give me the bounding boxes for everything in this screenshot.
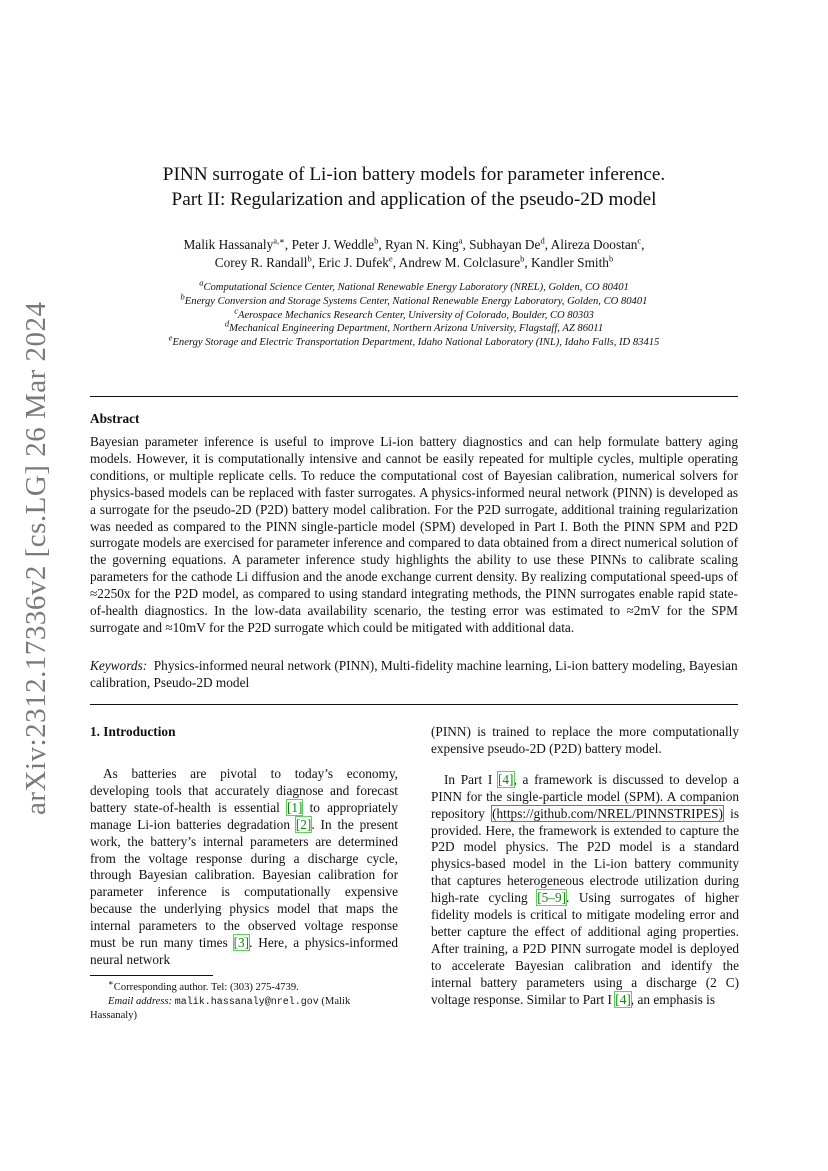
footnote-text: Corresponding author. Tel: (303) 275-4739. [113, 982, 299, 993]
author-name: Alireza Doostan [550, 237, 638, 252]
author-name: Ryan N. King [385, 237, 459, 252]
footnote-mark: ∗ [108, 977, 114, 988]
title-line-2: Part II: Regularization and application of the pseudo-2D model [171, 189, 657, 210]
affiliation-text: Energy Conversion and Storage Systems Center, National Renewable Energy Laboratory, Golden, CO 80401 [184, 295, 648, 307]
authors-line-1: Malik Hassanaly$^{a,∗}$, Peter J. Weddle$^b$, Ryan N. King$^a$, Subhayan De$^d$, Alireza Doostan$^c$, [183, 235, 645, 252]
keywords-label: Keywords: [90, 658, 148, 673]
citation-link[interactable]: [3] [233, 935, 250, 951]
email-tail: (Malik Hassanaly) [90, 995, 351, 1022]
author-affiliation-mark: c [637, 235, 642, 246]
abstract-body: Bayesian parameter inference is useful to improve Li-ion battery diagnostics and can help formulate battery aging models. However, it is computationally intensive and cannot be easily repeated for multiple cycles, multiple operating conditions, or multiple replicate cells. To reduce the computational cost of Bayesian calibration, numerical solvers for physics-based models can be replaced with faster surrogates. A physics-informed neural network (PINN) is developed as a surrogate for the pseudo-2D (P2D) battery model calibration. For the P2D surrogate, additional training regularization was needed as compared to the PINN single-particle model (SPM) developed in Part I. Both the PINN SPM and P2D surrogate models are exercised for parameter inference and compared to data obtained from a direct numerical solution of the governing equations. A parameter inference study highlights the ability to use these PINNs to calibrate scaling parameters for the cathode Li diffusion and the anode exchange current density. By realizing computational speed-ups of ≈2250x for the P2D model, as compared to using standard integrating methods, the PINN surrogates enable rapid state-of-health diagnostics. In the low-data availability scenario, the testing error was estimated to ≈2mV for the SPM surrogate and ≈10mV for the P2D surrogate which could be mitigated with additional data. [90, 434, 738, 635]
author-affiliation-mark: b [307, 253, 312, 264]
affiliation-line [90, 332, 738, 350]
author-name: Eric J. Dufek [318, 255, 389, 270]
citation-link[interactable]: [4] [615, 991, 631, 1007]
abstract-heading: Abstract [90, 411, 140, 426]
paper-title [90, 162, 738, 212]
arxiv-identifier: arXiv:2312.17336v2 [cs.LG] 26 Mar 2024 [20, 301, 52, 815]
citation-link[interactable]: [1] [286, 799, 303, 815]
author-affiliation-mark: d [540, 235, 545, 246]
intro-right-paragraph-2: In Part I [4], a framework is discussed to develop a PINN for the single-particle model (SPM). A companion repository (https://github.com/NREL/PINNSTRIPES) is provided. Here, the framework is extended to capture the P2D model physics. The P2D model is a standard physics-based model in the Li-ion battery community that captures heterogeneous electrode utilization during high-rate cycling [5–9]. Using surrogates of higher fidelity models is critical to mitigate modeling error and better capture the effect of additional aging properties. After training, a P2D PINN surrogate model is deployed to accelerate Bayesian calibration and identify the internal battery parameters using a discharge (2 C) voltage response. Similar to Part I [4], an emphasis is [431, 771, 740, 1007]
author-affiliation-mark: b [374, 235, 379, 246]
author-name: Andrew M. Colclasure [398, 255, 521, 270]
affiliation-line [90, 305, 738, 323]
affiliation-mark: c [234, 305, 238, 316]
affiliation-line [90, 277, 738, 295]
intro-right-column [431, 724, 739, 1009]
citation-link[interactable]: [4] [497, 771, 514, 787]
keywords-text: Physics-informed neural network (PINN), Multi-fidelity machine learning, Li-ion battery modeling, Bayesian calibration, Pseudo-2D model [90, 658, 738, 690]
section-heading-introduction: 1. Introduction [90, 724, 176, 739]
author-list [90, 236, 738, 272]
intro-left-column: As batteries are pivotal to today’s economy, developing tools that accurately diagnose and forecast battery state-of-health is essential [1] to appropriately manage Li-ion batteries degradation [2]. In the present work, the battery’s internal parameters are determined from the voltage response during a discharge cycle, through Bayesian calibration. Bayesian calibration for parameter inference is computationally expensive because the underlying physics model that maps the internal parameters to the observed voltage response must be run many times [3]. Here, a physics-informed neural network [90, 766, 398, 967]
footnote [90, 977, 398, 1023]
citation-link[interactable]: [2] [295, 816, 312, 832]
affiliation-mark: a [199, 277, 204, 288]
authors-line-2: Corey R. Randall$^b$, Eric J. Dufek$^e$, Andrew M. Colclasure$^b$, Kandler Smith$^b$ [214, 253, 614, 270]
citation-link[interactable]: [5–9] [537, 890, 567, 906]
affiliation-line [90, 318, 738, 336]
author-name: Peter J. Weddle [291, 237, 375, 252]
affiliations [90, 277, 738, 350]
email-address[interactable]: malik.hassanaly@nrel.gov [174, 996, 319, 1008]
email-label: Email address: [108, 995, 173, 1007]
affiliation-text: Computational Science Center, National Renewable Energy Laboratory (NREL), Golden, CO 80401 [203, 282, 629, 293]
keywords [90, 658, 738, 692]
affiliation-mark: d [224, 318, 230, 329]
author-affiliation-mark: e [388, 253, 393, 264]
author-name: Malik Hassanaly [183, 237, 274, 252]
affiliation-line [90, 291, 738, 309]
footnote-rule [90, 975, 213, 976]
author-affiliation-mark: b [608, 253, 614, 264]
affiliation-text: Aerospace Mechanics Research Center, University of Colorado, Boulder, CO 80303 [237, 309, 594, 321]
top-rule [90, 396, 738, 397]
repository-link[interactable]: (https://github.com/NREL/PINNSTRIPES) [492, 805, 723, 821]
affiliation-text: Mechanical Engineering Department, Northern Arizona University, Flagstaff, AZ 86011 [229, 323, 604, 335]
author-name: Corey R. Randall [214, 255, 308, 270]
affiliation-mark: b [180, 291, 185, 302]
author-affiliation-mark: b [520, 253, 525, 264]
affiliation-mark: e [168, 332, 173, 343]
affiliation-text: Energy Storage and Electric Transportation Department, Idaho National Laboratory (INL), Idaho Falls, ID 83415 [172, 337, 660, 349]
bottom-rule [90, 704, 738, 705]
author-name: Subhayan De [469, 237, 541, 252]
author-name: Kandler Smith [531, 255, 609, 270]
title-line-1: PINN surrogate of Li-ion battery models for parameter inference. [162, 164, 666, 185]
intro-right-paragraph-1: (PINN) is trained to replace the more computationally expensive pseudo-2D (P2D) battery model. [431, 724, 739, 756]
author-affiliation-mark: a,∗ [273, 235, 285, 246]
author-affiliation-mark: a [458, 235, 463, 246]
